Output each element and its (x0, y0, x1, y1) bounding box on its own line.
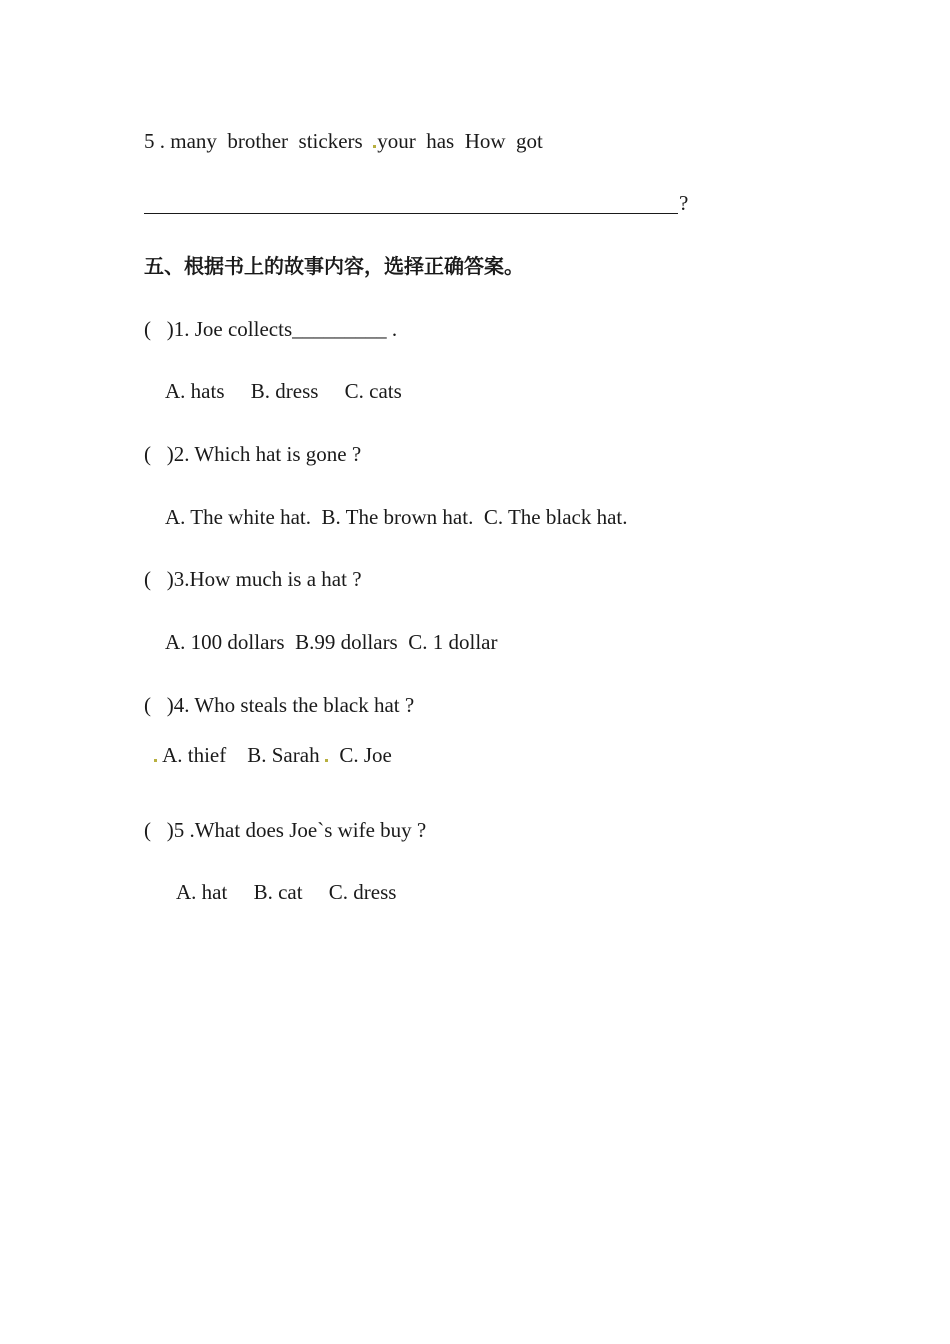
decorative-dot (373, 145, 376, 148)
reorder-number: 5 . (144, 129, 165, 153)
question-5-options: A. hat B. cat C. dress (176, 880, 397, 904)
question-4-options-part-b: C. Joe (339, 743, 392, 767)
question-2-options: A. The white hat. B. The brown hat. C. The black hat. (165, 505, 628, 529)
question-1-stem: ( )1. Joe collects_________ . (144, 317, 398, 341)
reorder-question (144, 128, 543, 154)
question-3-options: A. 100 dollars B.99 dollars C. 1 dollar (165, 630, 498, 654)
question-3-stem: ( )3.How much is a hat ? (144, 567, 362, 591)
question-4-stem: ( )4. Who steals the black hat ? (144, 693, 415, 717)
question-5-stem: ( )5 .What does Joe`s wife buy ? (144, 818, 427, 842)
decorative-dot (325, 759, 328, 762)
question-1-options: A. hats B. dress C. cats (165, 379, 402, 403)
section-heading: 五、根据书上的故事内容，选择正确答案。 (144, 254, 524, 278)
answer-blank-line (144, 213, 678, 214)
reorder-words-part-a: many brother stickers (170, 129, 363, 153)
question-2-stem: ( )2. Which hat is gone ? (144, 442, 362, 466)
decorative-dot (154, 759, 157, 762)
question-4-options-part-a: A. thief B. Sarah (162, 743, 320, 767)
question-4-options (154, 742, 392, 768)
reorder-words-part-b: your has How got (377, 129, 543, 153)
answer-question-mark: ? (679, 191, 689, 215)
